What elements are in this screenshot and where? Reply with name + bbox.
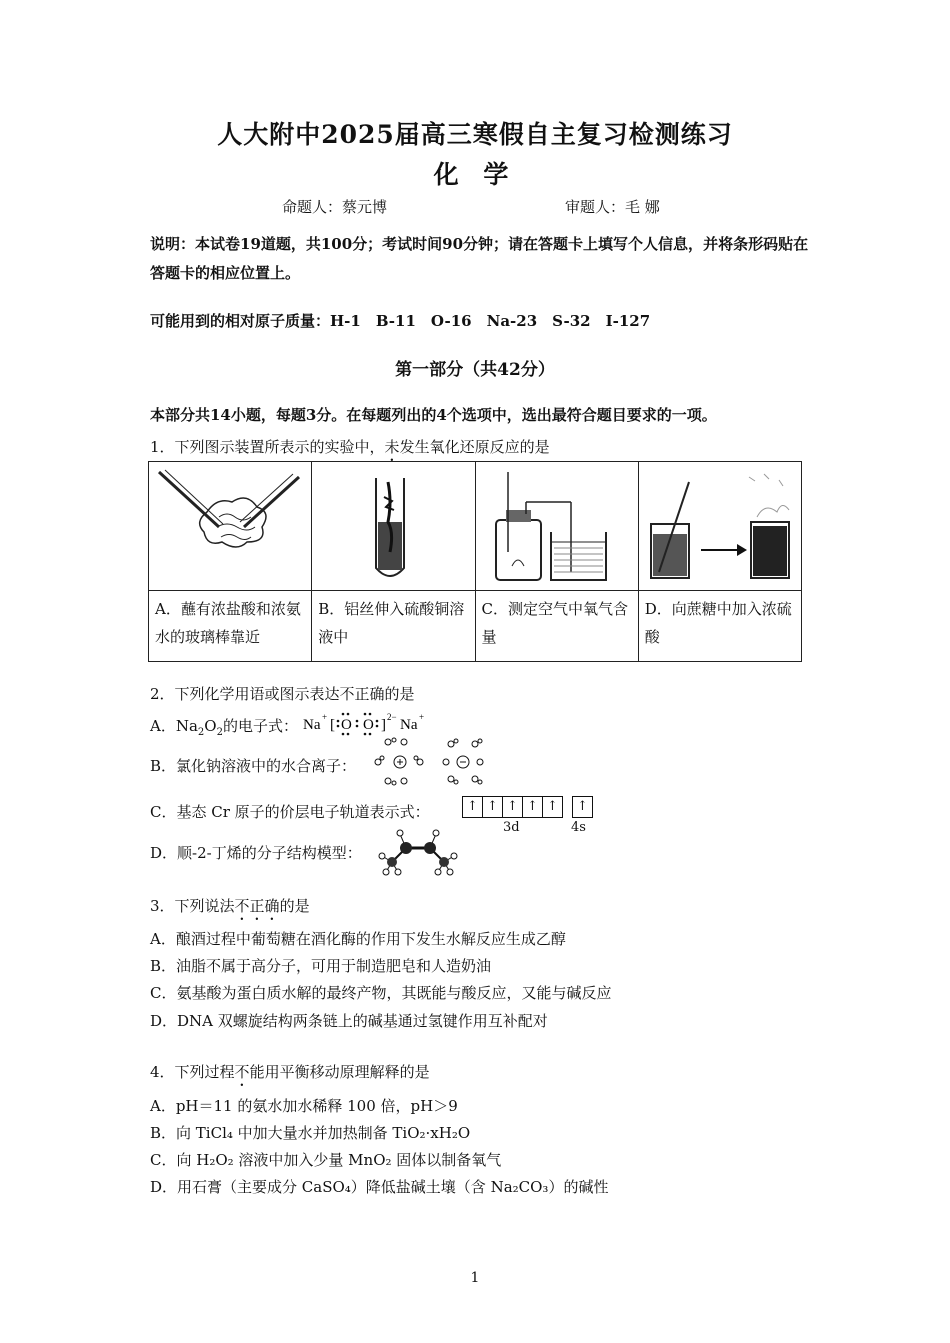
hydrated-ions-icon xyxy=(368,734,498,788)
q1-image-d xyxy=(638,462,801,591)
page-number: 1 xyxy=(470,1270,480,1286)
q3-stem-emphasis: 不正确 xyxy=(234,897,280,915)
orbital-4s: ↑ xyxy=(572,796,593,818)
orbital-3d-2: ↑ xyxy=(482,796,503,818)
subject-title: 化 学 xyxy=(433,160,517,189)
q1-stem-pre: 1．下列图示装置所表示的实验中， xyxy=(150,438,385,456)
q1-image-b xyxy=(312,462,475,591)
q2-a-suffix: 的电子式： xyxy=(222,717,298,735)
q3-option-c: C．氨基酸为蛋白质水解的最终产物，其既能与酸反应，又能与碱反应 xyxy=(150,984,612,1002)
question-1-table xyxy=(148,461,802,662)
svg-text:Na: Na xyxy=(303,717,321,733)
svg-text:O: O xyxy=(341,717,352,733)
orbital-3d-1: ↑ xyxy=(462,796,483,818)
q4-stem-emphasis: 不 xyxy=(234,1063,250,1081)
q2-option-d: D．顺-2-丁烯的分子结构模型： xyxy=(150,844,362,862)
q2-a-mid: O xyxy=(204,717,217,735)
orbital-3d-5: ↑ xyxy=(542,796,563,818)
q1-option-d: D．向蔗糖中加入浓硫酸 xyxy=(638,591,801,662)
q1-option-c: C．测定空气中氧气含量 xyxy=(475,591,638,662)
q2-option-c: C．基态 Cr 原子的价层电子轨道表示式： xyxy=(150,803,430,821)
na2o2-electron-formula xyxy=(303,709,433,737)
q1-stem-post: 发生氧化还原反应的是 xyxy=(399,438,550,456)
svg-text:2−: 2− xyxy=(387,712,397,722)
q4-stem-post: 能用平衡移动原理解释的是 xyxy=(249,1063,430,1081)
q4-option-a: A．pH＝11 的氨水加水稀释 100 倍，pH＞9 xyxy=(150,1097,458,1115)
svg-text:[: [ xyxy=(330,717,335,733)
part-instructions: 本部分共14小题，每题3分。在每题列出的4个选项中，选出最符合题目要求的一项。 xyxy=(150,406,717,424)
q3-option-d: D．DNA 双螺旋结构两条链上的碱基通过氢键作用互补配对 xyxy=(150,1012,548,1030)
q4-option-c: C．向 H₂O₂ 溶液中加入少量 MnO₂ 固体以制备氧气 xyxy=(150,1151,502,1169)
exam-title: 人大附中2025届高三寒假自主复习检测练习 xyxy=(217,120,733,149)
orbital-3d-4: ↑ xyxy=(522,796,543,818)
q1-option-a: A．蘸有浓盐酸和浓氨水的玻璃棒靠近 xyxy=(149,591,312,662)
oxygen-apparatus-icon xyxy=(476,462,636,586)
q1-image-a xyxy=(149,462,312,591)
svg-text:+: + xyxy=(322,712,328,722)
question-3-stem xyxy=(150,895,310,924)
cis-2-butene-model-icon xyxy=(378,826,468,876)
orbital-3d-3: ↑ xyxy=(502,796,523,818)
glass-rods-smoke-icon xyxy=(149,462,309,586)
q4-option-d: D．用石膏（主要成分 CaSO₄）降低盐碱土壤（含 Na₂CO₃）的碱性 xyxy=(150,1178,609,1196)
label-4s: 4s xyxy=(571,820,586,835)
cr-orbital-diagram xyxy=(462,796,592,818)
q2-a-sub2: 2 xyxy=(216,727,223,738)
q3-stem-post: 的是 xyxy=(279,897,310,915)
q2-option-a xyxy=(150,715,298,738)
question-2-stem: 2．下列化学用语或图示表达不正确的是 xyxy=(150,685,415,703)
q1-stem-emphasis: 未 xyxy=(384,438,400,456)
q2-a-prefix: A．Na xyxy=(150,717,198,735)
q4-option-b: B．向 TiCl₄ 中加大量水并加热制备 TiO₂·xH₂O xyxy=(150,1124,471,1142)
test-tube-icon xyxy=(312,462,472,586)
q2-a-sub: 2 xyxy=(197,727,205,738)
q3-option-a: A．酿酒过程中葡萄糖在酒化酶的作用下发生水解反应生成乙醇 xyxy=(150,930,566,948)
q3-stem-pre: 3．下列说法 xyxy=(150,897,235,915)
sugar-beakers-icon xyxy=(639,462,799,586)
q2-option-b: B．氯化钠溶液中的水合离子： xyxy=(150,757,357,775)
q4-stem-pre: 4．下列过程 xyxy=(150,1063,235,1081)
atomic-masses: 可能用到的相对原子质量：H-1 B-11 O-16 Na-23 S-32 I-127 xyxy=(150,312,651,330)
svg-text:]: ] xyxy=(381,717,386,733)
label-3d: 3d xyxy=(503,820,520,835)
q1-image-c xyxy=(475,462,638,591)
q1-option-b: B．铝丝伸入硫酸铜溶液中 xyxy=(312,591,475,662)
svg-text:+: + xyxy=(419,712,425,722)
svg-text:O: O xyxy=(363,717,374,733)
part-title: 第一部分（共42分） xyxy=(395,360,555,380)
setter: 命题人：蔡元博 xyxy=(282,198,388,216)
q3-option-b: B．油脂不属于高分子，可用于制造肥皂和人造奶油 xyxy=(150,957,492,975)
exam-note: 说明：本试卷19道题，共100分；考试时间90分钟；请在答题卡上填写个人信息，并将条形码贴在答题卡的相应位置上。 xyxy=(150,235,809,282)
question-4-stem xyxy=(150,1061,430,1090)
reviewer: 审题人：毛 娜 xyxy=(565,198,660,216)
svg-text:Na: Na xyxy=(400,717,418,733)
